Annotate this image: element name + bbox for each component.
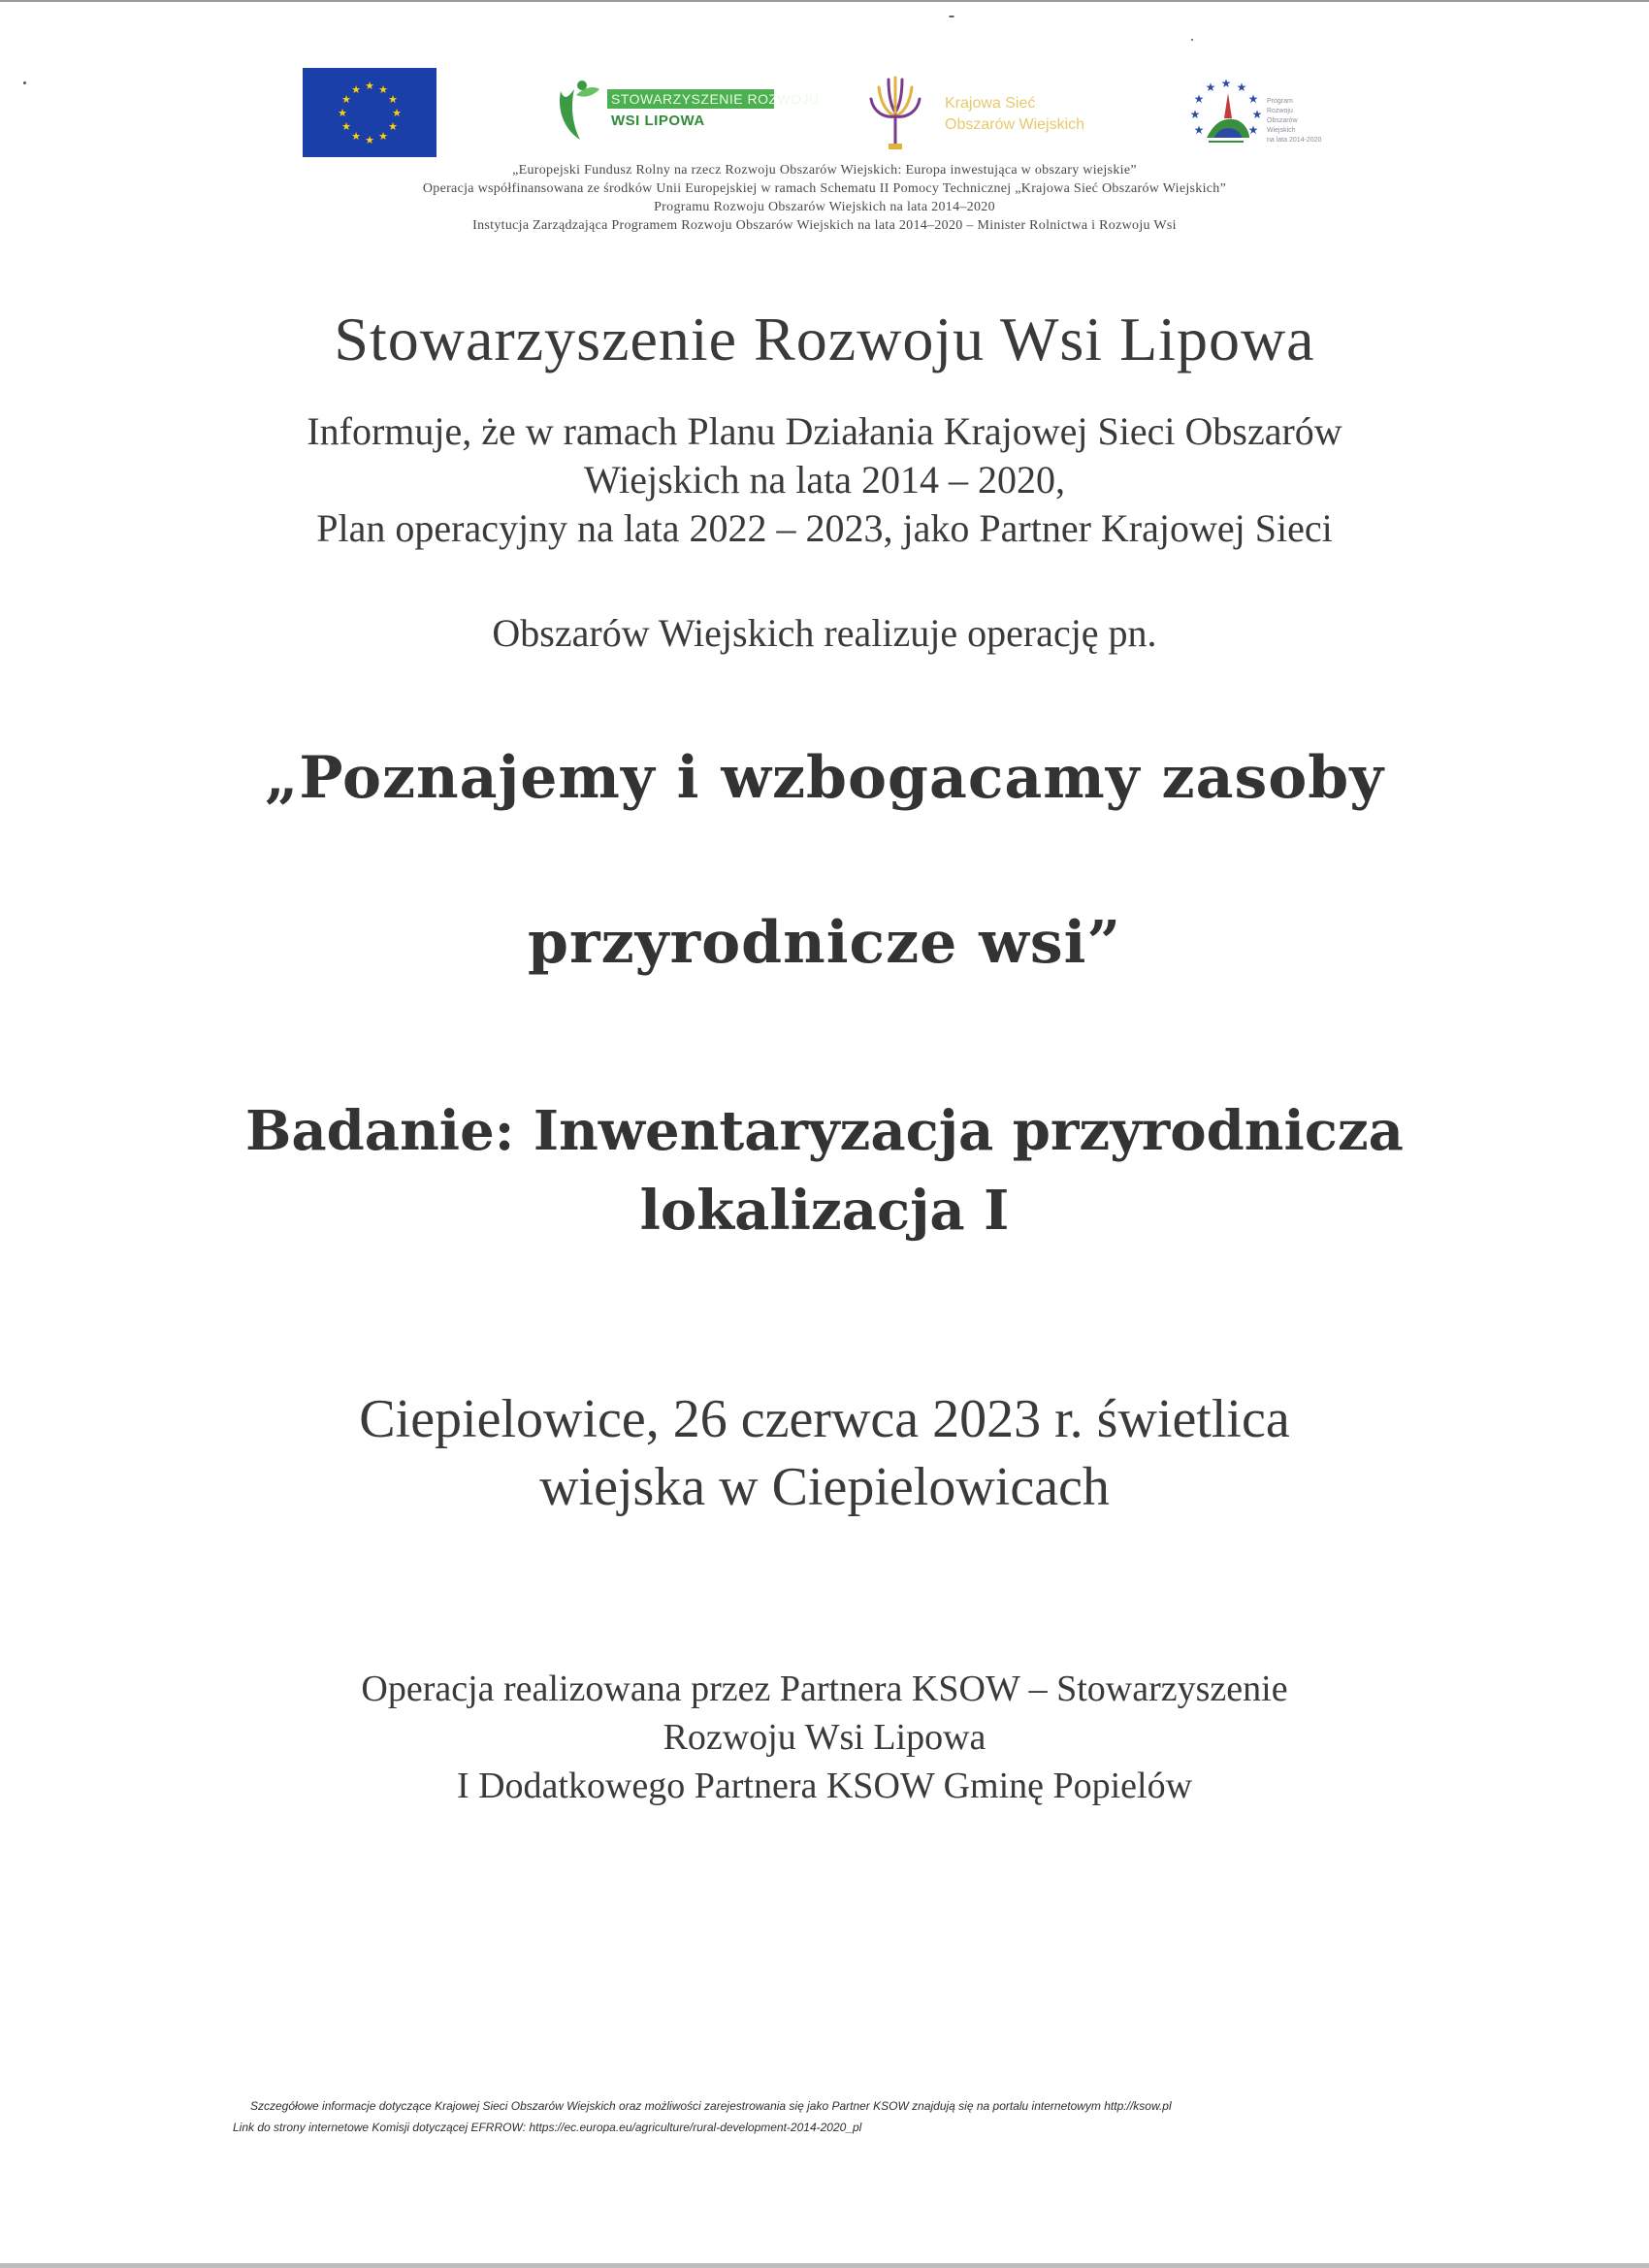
srwl-band-text: STOWARZYSZENIE ROZWOJU	[607, 89, 774, 109]
svg-text:★: ★	[1193, 92, 1205, 106]
operator-line-1: Operacja realizowana przez Partnera KSOW – Stowarzyszenie	[361, 1669, 1288, 1709]
svg-text:★: ★	[392, 107, 402, 119]
intro-text	[97, 407, 1552, 553]
svg-text:★: ★	[351, 130, 361, 143]
intro-line-2: Wiejskich na lata 2014 – 2020,	[583, 458, 1066, 502]
tree-icon	[867, 74, 923, 151]
svg-text:★: ★	[1247, 123, 1259, 137]
svg-text:★: ★	[341, 120, 351, 133]
operation-title-line-2: przyrodnicze wsi”	[528, 909, 1121, 977]
footnote-line-1: Szczegółowe informacje dotyczące Krajowej Sieci Obszarów Wiejskich oraz możliwości zarejestrowania się jako Partner KSOW znajdują się na portalu internetowym http://ksow.pl	[250, 2099, 1172, 2113]
eu-flag-logo	[303, 68, 436, 157]
intro-line-1: Informuje, że w ramach Planu Działania Krajowej Sieci Obszarów	[307, 409, 1342, 453]
svg-text:★: ★	[378, 83, 388, 96]
scan-top-edge	[0, 0, 1649, 2]
svg-text:★: ★	[365, 134, 374, 146]
ksow-line-2: Obszarów Wiejskich	[945, 116, 1085, 133]
ksow-text	[945, 93, 1084, 136]
prow-line-1: Program	[1267, 98, 1293, 105]
funding-line-2: Operacja współfinansowana ze środków Unii Europejskiej w ramach Schematu II Pomocy Technicznej „Krajowa Sieć Obszarów Wiejskich”	[422, 181, 1227, 196]
svg-text:★: ★	[338, 107, 347, 119]
svg-text:★: ★	[1205, 81, 1216, 94]
svg-text:★: ★	[388, 93, 398, 106]
prow-line-5: na lata 2014-2020	[1267, 137, 1322, 144]
funding-line-3: Programu Rozwoju Obszarów Wiejskich na lata 2014–2020	[654, 200, 995, 214]
operator-info	[97, 1665, 1552, 1810]
place-line-1: Ciepielowice, 26 czerwca 2023 r. świetlica	[359, 1389, 1290, 1449]
svg-text:★: ★	[365, 80, 374, 92]
svg-text:★: ★	[1189, 108, 1201, 121]
funding-line-1: „Europejski Fundusz Rolny na rzecz Rozwoju Obszarów Wiejskich: Europa inwestująca w obszary wiejskie”	[512, 163, 1137, 178]
prow-text	[1267, 97, 1321, 146]
organization-name: Stowarzyszenie Rozwoju Wsi Lipowa	[334, 305, 1315, 373]
svg-text:★: ★	[388, 120, 398, 133]
svg-text:★: ★	[1236, 81, 1247, 94]
prow-line-2: Rozwoju	[1267, 108, 1293, 114]
study-title-line-2: lokalizacja I	[639, 1179, 1010, 1243]
operation-title-line-1: „Poznajemy i wzbogacamy zasoby	[264, 744, 1385, 812]
intro-line-4: Obszarów Wiejskich realizuje operację pn.	[492, 611, 1157, 655]
prow-emblem-icon	[1185, 74, 1271, 157]
svg-text:★: ★	[1247, 92, 1259, 106]
footnote	[233, 2095, 1436, 2138]
svg-text:★: ★	[1220, 77, 1232, 90]
footnote-line-2: Link do strony internetowe Komisji dotyczącej EFRROW: https://ec.europa.eu/agriculture/rural-development-2014-2020_pl	[233, 2121, 862, 2134]
svg-text:★: ★	[351, 83, 361, 96]
study-title-line-1: Badanie: Inwentaryzacja przyrodnicza	[245, 1099, 1404, 1163]
funding-line-4: Instytucja Zarządzająca Programem Rozwoju Obszarów Wiejskich na lata 2014–2020 – Minister Rolnictwa i Rozwoju Wsi	[472, 218, 1177, 233]
eu-flag-icon	[303, 68, 436, 157]
scan-speck	[1191, 39, 1193, 41]
prow-line-4: Wiejskich	[1267, 127, 1296, 134]
svg-text:★: ★	[1193, 123, 1205, 137]
svg-text:★: ★	[1251, 108, 1263, 121]
prow-line-3: Obszarów	[1267, 117, 1298, 124]
ksow-line-1: Krajowa Sieć	[945, 95, 1036, 112]
place-and-date	[97, 1385, 1552, 1521]
srwl-sub-text: WSI LIPOWA	[611, 113, 705, 129]
svg-text:★: ★	[341, 93, 351, 106]
scan-speck	[949, 16, 954, 17]
leaf-icon	[555, 78, 601, 142]
prow-logo	[1185, 74, 1341, 157]
place-line-2: wiejska w Ciepielowicach	[539, 1457, 1110, 1517]
svg-text:★: ★	[378, 130, 388, 143]
srwl-logo	[555, 78, 820, 146]
operator-line-3: I Dodatkowego Partnera KSOW Gminę Popielów	[456, 1766, 1193, 1806]
operator-line-2: Rozwoju Wsi Lipowa	[663, 1717, 986, 1758]
scan-bottom-edge	[0, 2263, 1649, 2268]
logo-strip	[0, 64, 1649, 161]
ksow-logo	[867, 74, 1119, 151]
funding-statement	[194, 161, 1455, 235]
intro-line-3: Plan operacyjny na lata 2022 – 2023, jako Partner Krajowej Sieci	[316, 506, 1333, 550]
